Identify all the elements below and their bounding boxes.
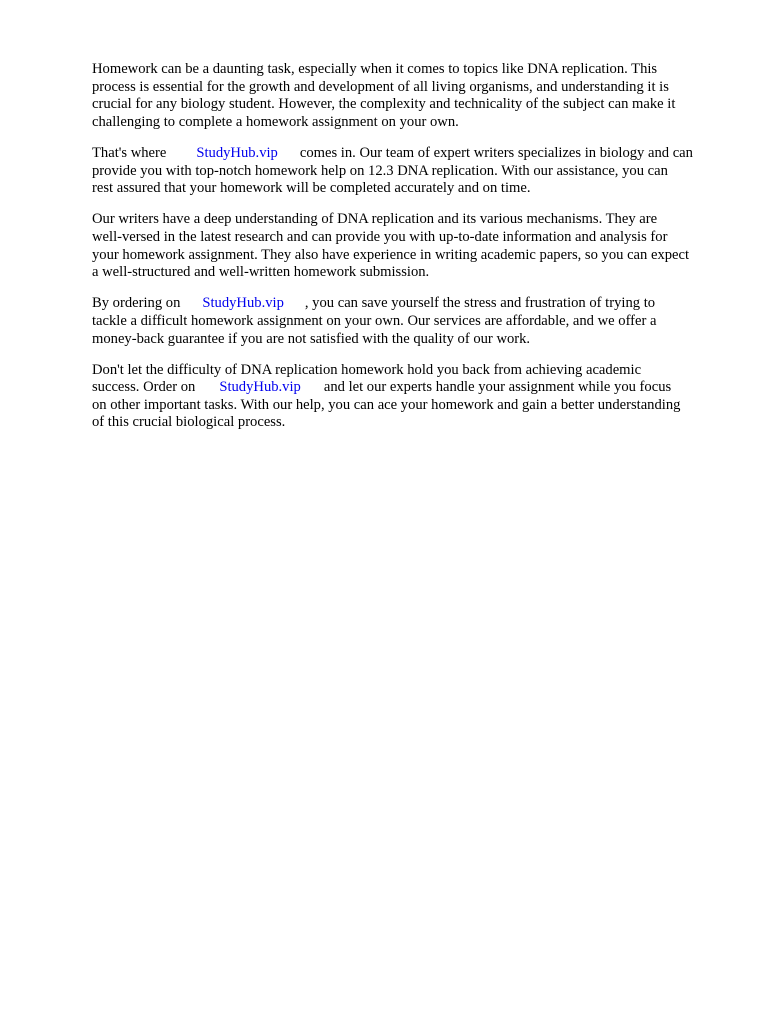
text-fragment: and let our experts handle your assignment while you focus [323,379,672,396]
text-line: of this crucial biological process. [92,414,286,431]
text-line [92,295,732,313]
text-line: on other important tasks. With our help, you can ace your homework and gain a better understanding [92,396,681,413]
text-line: provide you with top-notch homework help on 12.3 DNA replication. With our assistance, you can [92,162,668,179]
paragraph-intro [92,61,732,131]
text-line: a well-structured and well-written homework submission. [92,264,430,281]
text-fragment: By ordering on [92,295,181,312]
text-line: tackle a difficult homework assignment on your own. Our services are affordable, and we offer a [92,312,657,329]
text-fragment: That's where [92,144,167,161]
text-fragment: , you can save yourself the stress and frustration of trying to [304,295,656,312]
text-fragment: success. Order on [92,379,196,396]
studyhub-link[interactable]: StudyHub.vip [196,144,278,161]
paragraph-conclusion [92,362,732,432]
text-line [92,379,732,397]
paragraph-ordering [92,295,732,348]
text-line: crucial for any biology student. However, the complexity and technicality of the subject can make it [92,96,676,113]
text-line: money-back guarantee if you are not satisfied with the quality of our work. [92,330,531,347]
document-body [92,61,732,446]
studyhub-link[interactable]: StudyHub.vip [202,295,284,312]
studyhub-link[interactable]: StudyHub.vip [219,379,301,396]
text-line: rest assured that your homework will be completed accurately and on time. [92,180,531,197]
text-line [92,145,732,163]
text-line: your homework assignment. They also have experience in writing academic papers, so you can expect [92,246,690,263]
text-line: Homework can be a daunting task, especially when it comes to topics like DNA replication. This [92,61,658,77]
paragraph-studyhub-intro [92,145,732,198]
text-line: Don't let the difficulty of DNA replication homework hold you back from achieving academic [92,361,642,378]
text-line: process is essential for the growth and development of all living organisms, and understanding it is [92,78,669,95]
text-line: challenging to complete a homework assignment on your own. [92,113,459,130]
text-fragment: comes in. Our team of expert writers specializes in biology and can [299,144,693,161]
text-line: Our writers have a deep understanding of DNA replication and its various mechanisms. They are [92,211,658,228]
paragraph-writers [92,211,732,281]
text-line: well-versed in the latest research and can provide you with up-to-date information and analysis for [92,228,668,245]
